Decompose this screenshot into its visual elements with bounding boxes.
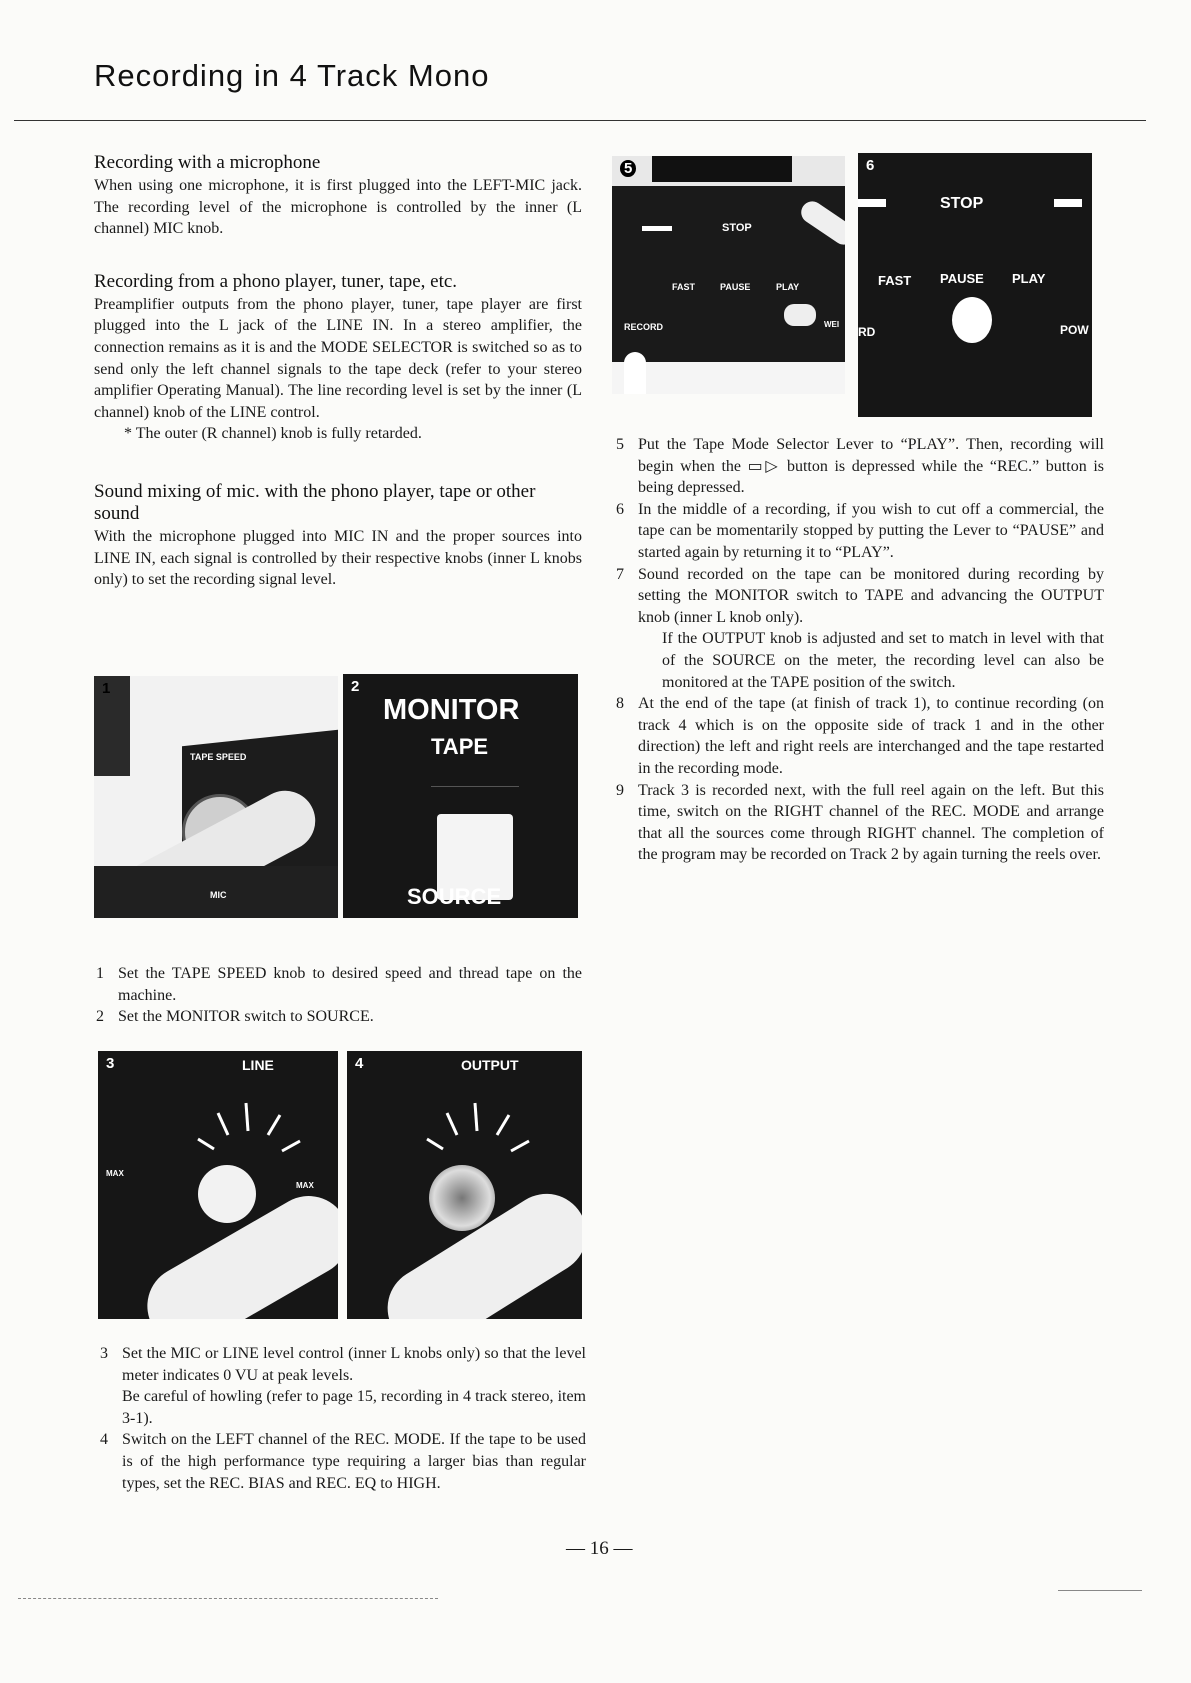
photo-text: MONITOR [383,694,520,726]
photo-text: PAUSE [940,271,984,286]
photo-transport-record [612,156,845,394]
section-heading: Recording from a phono player, tuner, tape, etc. [94,270,458,292]
photo-text: FAST [878,273,912,288]
steps-3-4 [98,1343,586,1494]
step-item: 2 Set the MONITOR switch to SOURCE. [96,1008,374,1026]
page-title: Recording in 4 Track Mono [94,58,490,93]
left-column [94,152,582,622]
photo-text: TAPE SPEED [190,752,247,762]
photo-text: MAX [296,1181,314,1190]
step-item: 6 In the middle of a recording, if you wish to cut off a commercial, the tape can be momentarily stopped by putting the Lever to “PAUSE” and started again by returning it to “PLAY”. [616,500,1104,561]
photo-text: MAX [106,1169,124,1178]
section-body: When using one microphone, it is first plugged into the LEFT-MIC jack. The recording level of the microphone is controlled by the inner (L channel) MIC knob. [94,177,582,238]
line-knob [198,1165,256,1223]
section-body: With the microphone plugged into MIC IN and the proper sources into LINE IN, each signal is controlled by their respective knobs (inner L knobs only) to set the recording signal level. [94,527,582,589]
step-item: 9 Track 3 is recorded next, with the full reel again on the left. But this time, switch on the RIGHT channel of the REC. MODE and arrange that all the sources come through RIGHT channel. The completion of the program may be recorded on Track 2 by again turning the reels over. [616,781,1104,864]
title-rule [14,120,1146,121]
photo-text: PAUSE [720,282,751,292]
output-knob [429,1165,495,1231]
section-phono [94,271,582,445]
photo-text: MIC [210,890,227,900]
photo-label: 4 [355,1055,364,1072]
photo-output-knob [347,1051,582,1319]
photo-text: LINE [242,1057,274,1073]
dial-ticks [188,1091,308,1171]
photo-text: PLAY [776,282,800,292]
photo-text: PLAY [1012,271,1046,286]
section-heading: Recording with a microphone [94,152,321,173]
photo-text: TAPE [431,734,489,759]
step-item: 3 Set the MIC or LINE level control (inner L knobs only) so that the level meter indicates 0 VU at peak levels. Be careful of howling (refer to page 15, recording in 4 track stereo, item 3-1). [100,1345,586,1427]
photo-text: RD [858,325,876,339]
photo-text: SOURCE [407,884,502,909]
section-microphone [94,152,582,240]
step-item: 7 Sound recorded on the tape can be monitored during recording by setting the MONITOR switch to TAPE and advancing the OUTPUT knob (inner L knob only). If the OUTPUT knob is adjusted and set to match in level with that of the SOURCE on the meter, the recording level can also be monitored at the TAPE position of the switch. [616,565,1104,691]
page-number: — 16 — [566,1538,633,1559]
photo-label: 6 [866,157,875,174]
photo-text: OUTPUT [461,1057,519,1073]
step-item: 1 Set the TAPE SPEED knob to desired speed and thread tape on the machine. [96,965,582,1004]
section-heading: Sound mixing of mic. with the phono player, tape or other sound [94,480,536,524]
photo-text: FAST [672,282,696,292]
photo-text: WEI [824,320,840,329]
photo-transport-pause [858,153,1092,417]
photo-text: POW [1060,323,1089,337]
steps-1-2 [94,963,582,1028]
section-note: * The outer (R channel) knob is fully retarded. [124,425,422,443]
hand-shape [624,352,646,394]
steps-5-9 [614,434,1104,866]
photo-monitor-switch [343,674,578,918]
photo-label: 5 [620,160,636,177]
hand-shape [797,197,845,249]
section-mixing [94,481,582,591]
dial-ticks [417,1091,537,1171]
selector-lever [784,304,816,326]
step-item: 5 Put the Tape Mode Selector Lever to “PLAY”. Then, recording will begin when the ▭▷ button is depressed while the “REC.” button is being depressed. [616,436,1104,497]
selector-lever [952,297,992,343]
photo-tape-speed [94,676,338,918]
section-body: Preamplifier outputs from the phono player, tuner, tape player are first plugged into the L jack of the LINE IN. In a stereo amplifier, the connection remains as it is and the MODE SELECTOR is switched so as to send only the left channel signals to the tape deck (refer to your stereo amplifier Operating Manual). The line recording level is set by the inner (L channel) knob of the LINE control. [94,295,582,421]
bottom-scan-line [1058,1590,1142,1591]
bottom-scan-line [18,1598,438,1599]
photo-text: STOP [722,222,752,234]
photo-text: STOP [940,195,984,212]
switch-slot [431,786,519,788]
step-item: 8 At the end of the tape (at finish of track 1), to continue recording (on track 4 which is on the opposite side of track 1 and in the other direction) the left and right reels are interchanged and the tape restarted in the recording mode. [616,695,1104,777]
step-item: 4 Switch on the LEFT channel of the REC. MODE. If the tape to be used is of the high performance type requiring a larger bias than regular types, set the REC. BIAS and REC. EQ to HIGH. [100,1431,586,1492]
photo-label: 3 [106,1055,115,1072]
photo-line-knob [98,1051,338,1319]
photo-label: 2 [351,678,360,695]
photo-text: RECORD [624,322,664,332]
photo-label: 1 [102,680,111,697]
